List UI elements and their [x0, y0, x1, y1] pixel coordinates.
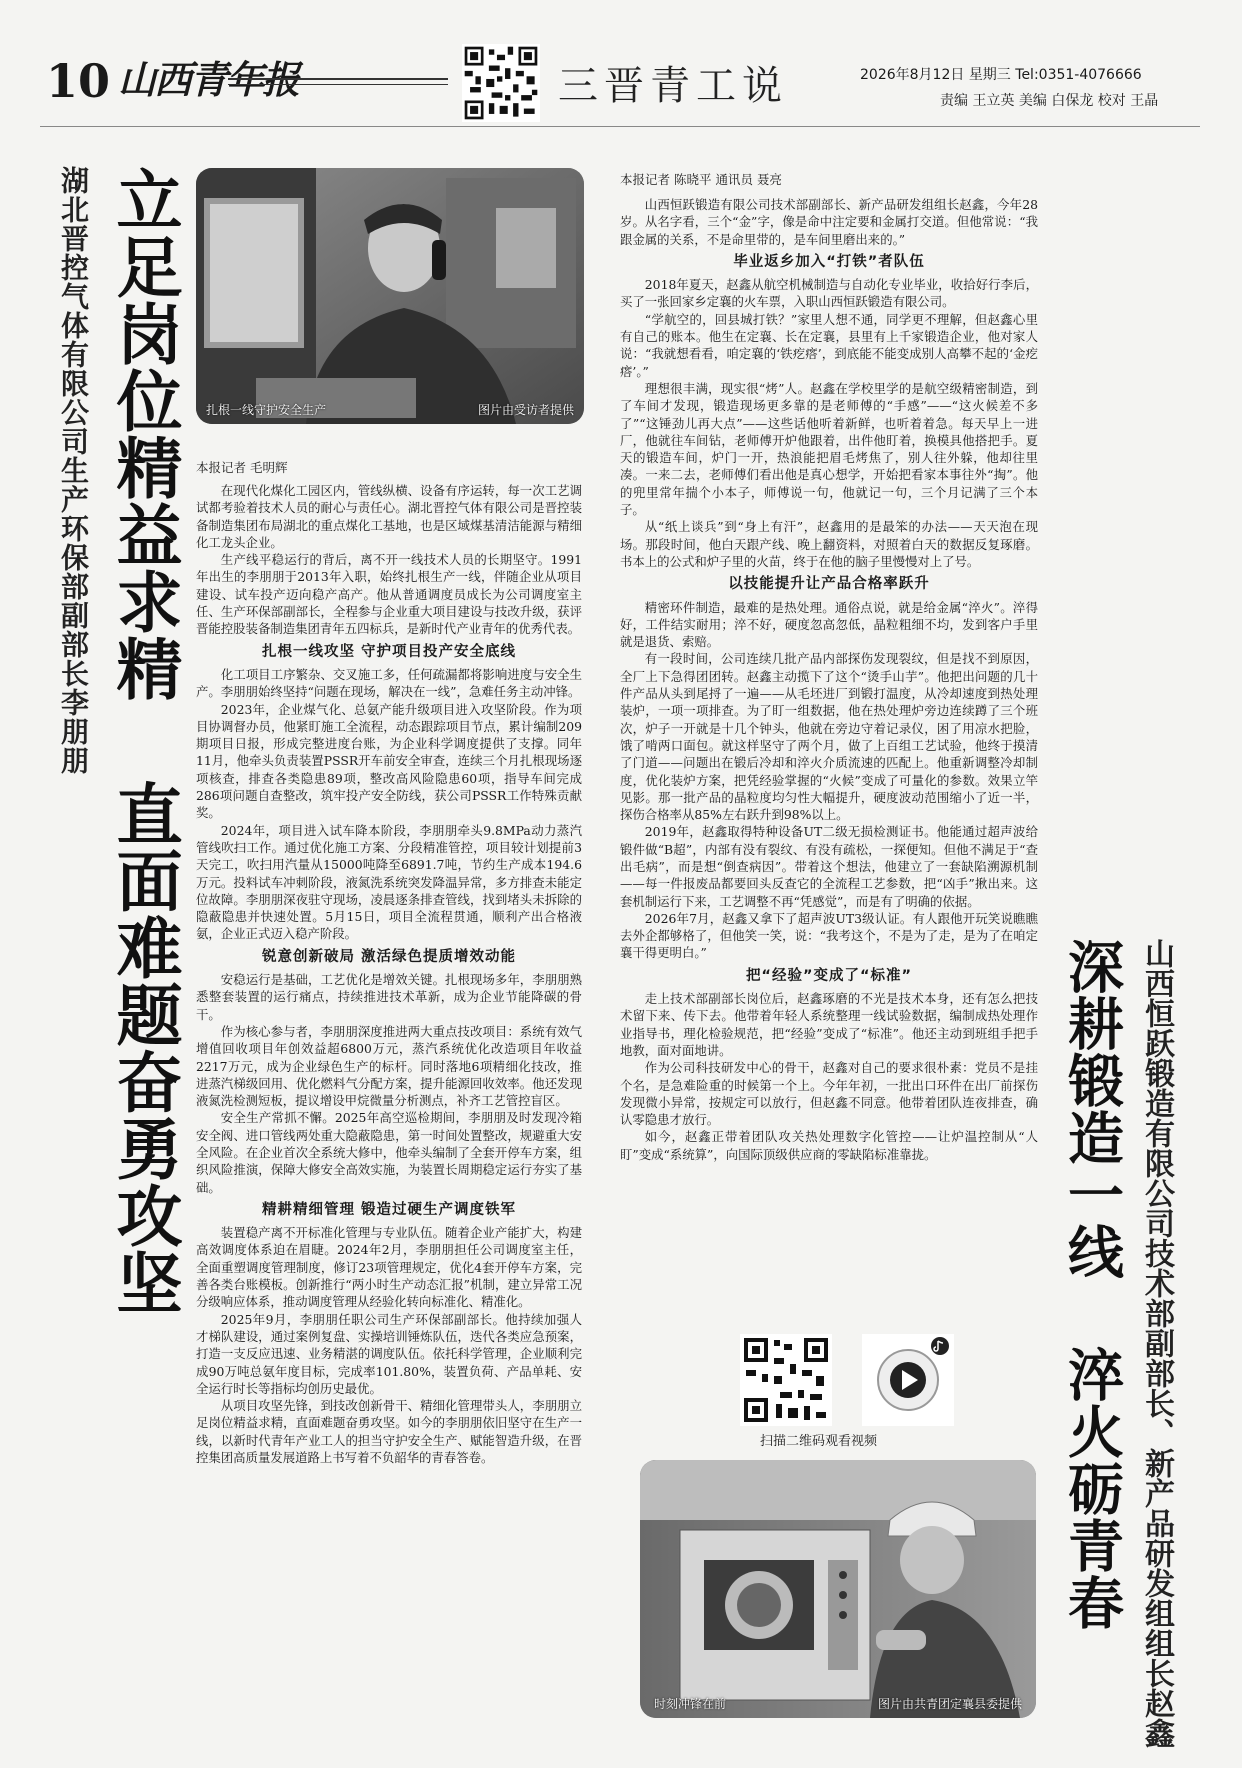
- qr-pair: [740, 1334, 980, 1430]
- qr-code-icon: [462, 44, 540, 122]
- paragraph: 化工项目工序繁杂、交叉施工多，任何疏漏都将影响进度与安全生产。李朋朋始终坚持“问题在现场，解决在一线”，急难任务主动冲锋。: [196, 666, 582, 700]
- article2-subtitle: 山西恒跃锻造有限公司技术部副部长、新产品研发组组长赵鑫: [1139, 938, 1174, 1748]
- article2-photo-credit: 图片由共青团定襄县委提供: [877, 1697, 1022, 1711]
- article1-byline: 本报记者 毛明辉: [196, 460, 288, 475]
- newspaper-logo: 山西青年报: [118, 57, 299, 102]
- article1-title: 立足岗位精益求精 直面难题奋勇攻坚: [105, 166, 182, 1316]
- paragraph: 安稳运行是基础，工艺优化是增效关键。扎根现场多年，李朋朋熟悉整套装置的运行痛点，持续推进技术革新，成为企业节能降碳的骨干。: [196, 972, 582, 1022]
- paragraph: 走上技术部副部长岗位后，赵鑫琢磨的不光是技术本身，还有怎么把技术留下来、传下去。他带着年轻人系统整理一线试验数据，编制成热处理作业指导书，理化检验规范，把“经验”变成了“标准”。他还主动到班组手把手地教，面对面地讲。: [620, 991, 1038, 1058]
- paragraph: “学航空的，回县城打铁？”家里人想不通，同学更不理解，但赵鑫心里有自己的账本。他生在定襄、长在定襄，县里有上千家锻造企业，他对家人说：“我就想看看，咱定襄的‘铁疙瘩’，到底能不能变成别人高攀不起的‘金疙瘩’。”: [620, 311, 1038, 379]
- issue-date: 2026年8月12日: [860, 67, 965, 83]
- section-heading: 锐意创新破局 激活绿色提质增效动能: [261, 948, 517, 965]
- section-heading: 扎根一线攻坚 守护项目投产安全底线: [261, 643, 517, 660]
- worker-at-equipment-image: [640, 1460, 1036, 1718]
- article1-body: [196, 482, 582, 1466]
- section-heading: 精耕精细管理 锻造过硬生产调度铁军: [261, 1201, 517, 1218]
- paragraph: 2023年，企业煤气化、总氨产能升级项目进入攻坚阶段。作为项目协调督办员，他紧盯施工全流程，动态跟踪项目节点，累计编制209期项目日报，形成完整进度台账，为企业科学调度提供了支撑。同年11月，他牵头负责装置PSSR开车前安全审查，连续三个月扎根现场逐项核查，排查各类隐患89项，整改高风险隐患60项，指导车间完成286项问题自查整改，筑牢投产安全防线，获公司PSSR工作特殊贡献奖。: [196, 701, 582, 821]
- paragraph: 从“纸上谈兵”到“身上有汗”，赵鑫用的是最笨的办法——天天泡在现场。那段时间，他白天跟产线、晚上翻资料，对照着白天的数据反复琢磨。书本上的公式和炉子里的火苗，终于在他的脑子里慢慢对上了号。: [620, 519, 1038, 569]
- section-heading: 把“经验”变成了“标准”: [745, 967, 913, 984]
- article2-photo: [640, 1460, 1036, 1718]
- paragraph: 生产线平稳运行的背后，离不开一线技术人员的长期坚守。1991年出生的李朋朋于2013年入职，始终扎根生产一线，伴随企业从项目建设、试车投产迈向稳产高产。他从普通调度员成长为公司调度室主任、生产环保部副部长，全程参与企业重大项目建设与技改升级，获评晋能控股装备制造集团青年五四标兵，是新时代产业青年的优秀代表。: [196, 552, 582, 637]
- article1-subtitle: 湖北晋控气体有限公司生产环保部副部长李朋朋: [57, 166, 90, 775]
- paragraph: 如今，赵鑫正带着团队攻关热处理数字化管控——让炉温控制从“人盯”变成“系统算”，向国际顶级供应商的零缺陷标准靠拢。: [620, 1129, 1038, 1162]
- video-qr-block: [740, 1334, 980, 1444]
- section-heading: 以技能提升让产品合格率跃升: [728, 576, 930, 593]
- paragraph: 2026年7月，赵鑫又拿下了超声波UT3级认证。有人跟他开玩笑说瞧瞧去外企都够格了，但他笑一笑，说：“我考这个，不是为了走，是为了在咱定襄干得更明白。”: [620, 910, 1038, 961]
- paragraph: 山西恒跃锻造有限公司技术部副部长、新产品研发组组长赵鑫，今年28岁。从名字看，三个“金”字，像是命中注定要和金属打交道。但他常说：“我跟金属的关系，不是命里带的，是车间里磨出来的。”: [620, 197, 1038, 247]
- paragraph: 在现代化煤化工园区内，管线纵横、设备有序运转，每一次工艺调试都考验着技术人员的耐心与责任心。湖北晋控气体有限公司是晋控装备制造集团布局湖北的重点煤化工基地，也是区域煤基清洁能源与精细化工龙头企业。: [196, 483, 582, 550]
- paragraph: 作为核心参与者，李朋朋深度推进两大重点技改项目：系统有效气增值回收项目年创效益超6800万元，蒸汽系统优化改造项目年收益2217万元，成为企业绿色生产的标杆。同时落地6项精细化技改，推进蒸汽梯级回用、优化燃料气分配方案，提升能源回收效率。他还发现液氮洗检测短板，提议增设甲烷微量分析测点，补齐工艺管控盲区。: [196, 1023, 582, 1109]
- video-qr-code-icon[interactable]: [740, 1334, 832, 1426]
- contact-tel: Tel:0351-4076666: [1015, 67, 1142, 83]
- article2-photo-caption: 时刻冲锋在前: [654, 1697, 727, 1711]
- article1-photo: [196, 168, 584, 424]
- paragraph: 理想很丰满，现实很“烤”人。赵鑫在学校里学的是航空级精密制造，到了车间才发现，锻造现场更多靠的是老师傅的“手感”——“这火候差不多了”“这锤劲儿再大点”——这些话他听着新鲜，也听着着急。每天早上一进厂，他就往车间钻，老师傅开炉他跟着，出件他盯着，换模具他搭把手。夏天的锻造车间，炉门一开，热浪能把眉毛烤焦了，别人往外躲，他却往里凑。一来二去，老师傅们看出他是真心想学，开始把看家本事往外“掏”。他的兜里常年揣个小本子，师傅说一句，他就记一句，三个月记满了三个本子。: [620, 380, 1038, 518]
- qr-caption: 扫描二维码观看视频: [760, 1434, 878, 1449]
- paragraph: 装置稳产离不开标准化管理与专业队伍。随着企业产能扩大，构建高效调度体系迫在眉睫。2024年2月，李朋朋担任公司调度室主任，全面重塑调度管理制度，修订23项管理规定，优化4套开停车方案，完善各类台账模板。创新推行“两小时生产动态汇报”机制，建立异常工况分级响应体系，推动调度管理从经验化转向标准化、精准化。: [196, 1225, 582, 1310]
- header-rule: [40, 126, 1200, 127]
- man-on-phone-image: [196, 168, 584, 424]
- editor-credits: 责编 王立英 美编 白保龙 校对 王晶: [940, 93, 1159, 109]
- masthead-divider: [228, 78, 448, 80]
- douyin-video-icon[interactable]: [862, 1334, 954, 1426]
- paragraph: 从项目攻坚先锋，到技改创新骨干、精细化管理带头人，李朋朋立足岗位精益求精，直面难题奋勇攻坚。如今的李朋朋依旧坚守在生产一线，以新时代青年产业工人的担当守护安全生产、赋能智造升级，在晋控集团高质量发展道路上书写着不负韶华的青春答卷。: [196, 1398, 582, 1466]
- paragraph: 2019年，赵鑫取得特种设备UT二级无损检测证书。他能通过超声波给锻件做“B超”，内部有没有裂纹、有没有疏松，一探便知。但他不满足于“查出毛病”，而是想“倒查病因”。带着这个想法，他建立了一套缺陷溯源机制——每一件报废品都要回头反查它的全流程工艺参数，把“凶手”揪出来。这套机制运行下来，工艺调整不再“凭感觉”，而是有了明确的依据。: [620, 824, 1038, 909]
- date-line: [860, 64, 1142, 84]
- paragraph: 精密环件制造，最难的是热处理。通俗点说，就是给金属“淬火”。淬得好，工件结实耐用；淬不好，硬度忽高忽低，晶粒粗细不均，发到客户手里就是退货、索赔。: [620, 599, 1038, 650]
- article1-photo-credit: 图片由受访者提供: [477, 403, 574, 417]
- paragraph: 有一段时间，公司连续几批产品内部探伤发现裂纹，但是找不到原因，全厂上下急得团团转。赵鑫主动揽下了这个“烫手山芋”。他把出问题的几十件产品从头到尾捋了一遍——从毛坯进厂到锻打温度，从冷却速度到热处理装炉，一项一项排查。为了盯一组数据，他在热处理炉旁边连续蹲了三个班次，炉子一开就是十几个钟头，他就在旁边守着记录仪，困了用凉水把脸，饿了啃两口面包。就这样坚守了两个月，做了上百组工艺试验，他终于摸清了门道——问题出在锻后冷却和淬火介质流速的匹配上。他重新调整冷却制度，优化装炉方案，把凭经验掌握的“火候”变成了可量化的参数。效果立竿见影。那一批产品的晶粒度均匀性大幅提升，硬度波动范围缩小了近一半，探伤合格率从85%左右跃升到98%以上。: [620, 651, 1038, 823]
- section-title: 三晋青工说: [558, 63, 788, 109]
- article2-byline: 本报记者 陈晓平 通讯员 聂亮: [620, 172, 782, 187]
- article2-body: [620, 196, 1038, 1163]
- paragraph: 2018年夏天，赵鑫从航空机械制造与自动化专业毕业，收拾好行李后，买了一张回家乡定襄的火车票，入职山西恒跃锻造有限公司。: [620, 277, 1038, 310]
- page-number: 10: [46, 54, 111, 108]
- article2-title: 深耕锻造一线 淬火砺青春: [1059, 938, 1124, 1631]
- paragraph: 2025年9月，李朋朋任职公司生产环保部副部长。他持续加强人才梯队建设，通过案例复盘、实操培训锤炼队伍，迭代各类应急预案，打造一支反应迅速、业务精湛的调度队伍。依托科学管理，企业顺利完成90万吨总氨年度目标，完成率101.80%，装置负荷、产品单耗、安全运行时长等指标均创历史最优。: [196, 1311, 582, 1396]
- masthead-divider: [228, 84, 448, 85]
- section-heading: 毕业返乡加入“打铁”者队伍: [733, 253, 925, 270]
- paragraph: 作为公司科技研发中心的骨干，赵鑫对自己的要求很朴素：党员不是挂个名，是急难险重的时候第一个上。今年年初，一批出口环件在出厂前探伤发现微小异常，按规定可以放行，但赵鑫不同意。他带着团队连夜排查，确认零隐患才放行。: [620, 1060, 1038, 1128]
- paragraph: 2024年，项目进入试车降本阶段，李朋朋牵头9.8MPa动力蒸汽管线吹扫工作。通过优化施工方案、分段精准管控，项目较计划提前3天完工，吹扫用汽量从15000吨降至6891.7吨，节约生产成本194.6万元。投料试车冲刺阶段，液氮洗系统突发降温异常，多方排查未能定位故障。李朋朋深夜驻守现场，凌晨逐条排查管线，找到堵头未拆除的隐蔽隐患并快速处置。5月15日，项目全流程贯通，顺利产出合格液氨，企业正式迈入稳产阶段。: [196, 822, 582, 942]
- issue-weekday: 星期三: [968, 67, 1011, 83]
- paragraph: 安全生产常抓不懈。2025年高空巡检期间，李朋朋及时发现冷箱安全阀、进口管线两处重大隐蔽隐患，第一时间处置整改，规避重大安全风险。在企业首次全系统大修中，他牵头编制了全套开停车方案，组织风险推演，保障大修安全高效实施，为装置长周期稳定运行夯实了基础。: [196, 1110, 582, 1195]
- article1-photo-caption: 扎根一线守护安全生产: [206, 403, 327, 417]
